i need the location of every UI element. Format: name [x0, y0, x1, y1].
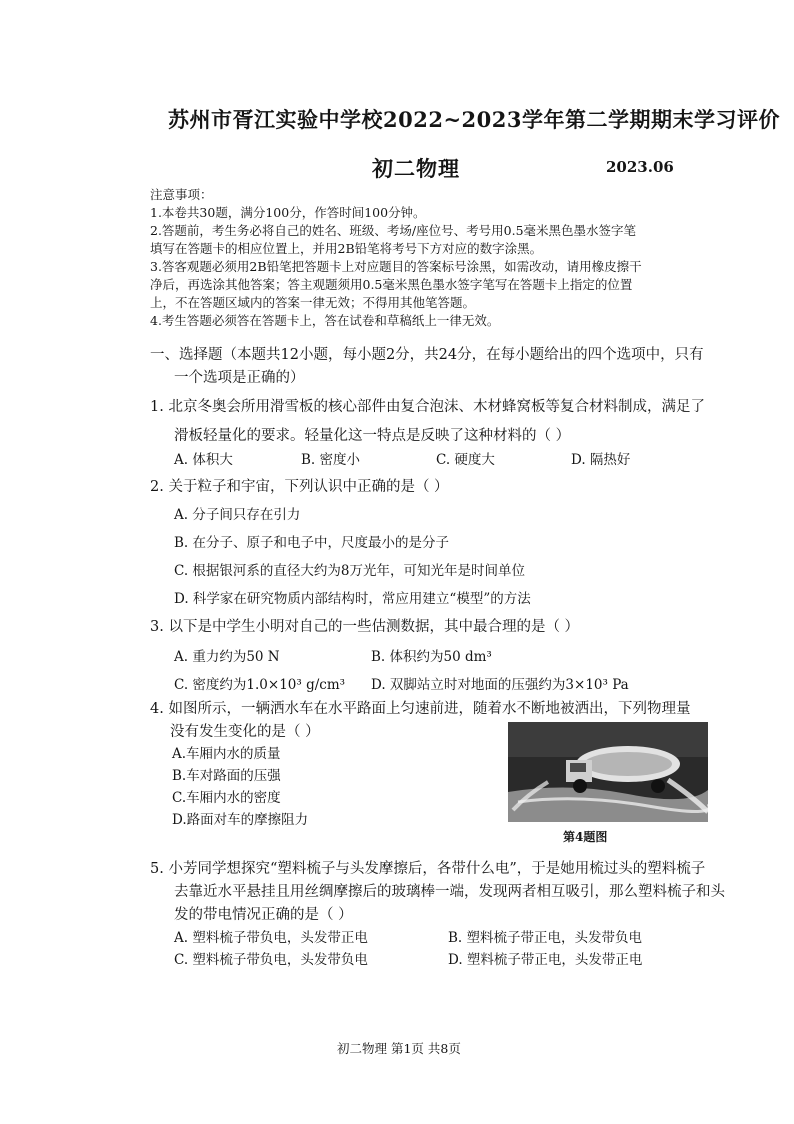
- question-3-option-a: A. 重力约为50 N: [174, 649, 280, 665]
- question-1-stem: 1. 北京冬奥会所用滑雪板的核心部件由复合泡沫、木材蜂窝板等复合材料制成，满足了: [150, 399, 705, 415]
- notice-line: 3.答客观题必须用2B铅笔把答题卡上对应题目的答案标号涂黑，如需改动，请用橡皮擦干: [150, 259, 642, 274]
- page-title: 苏州市胥江实验中学校2022~2023学年第二学期期末学习评价: [168, 107, 780, 132]
- question-4-stem: 4. 如图所示，一辆洒水车在水平路面上匀速前进，随着水不断地被洒出，下列物理量: [150, 701, 691, 717]
- question-5-stem-cont: 去靠近水平悬挂且用丝绸摩擦后的玻璃棒一端，发现两者相互吸引，那么塑料梳子和头: [174, 884, 725, 900]
- notice-heading: 注意事项：: [150, 187, 213, 202]
- notice-line: 上，不在答题区域内的答案一律无效；不得用其他笔答题。: [150, 295, 476, 310]
- notice-line: 1.本卷共30题，满分100分，作答时间100分钟。: [150, 205, 426, 220]
- notice-line: 填写在答题卡的相应位置上，并用2B铅笔将考号下方对应的数字涂黑。: [150, 241, 543, 256]
- question-5-option-d: D. 塑料梳子带正电，头发带正电: [448, 952, 643, 968]
- question-3-stem: 3. 以下是中学生小明对自己的一些估测数据，其中最合理的是（ ）: [150, 619, 580, 635]
- section-heading-cont: 一个选项是正确的）: [174, 370, 305, 386]
- question-4-option-a: A.车厢内水的质量: [172, 746, 281, 762]
- page-footer: 初二物理 第1页 共8页: [337, 1041, 461, 1056]
- question-5-option-b: B. 塑料梳子带正电，头发带负电: [448, 930, 643, 946]
- question-1-option-b: B. 密度小: [301, 452, 361, 468]
- section-heading: 一、选择题（本题共12小题，每小题2分，共24分，在每小题给出的四个选项中，只有: [150, 347, 704, 363]
- question-2-option-b: B. 在分子、原子和电子中，尺度最小的是分子: [174, 535, 450, 551]
- question-5-option-a: A. 塑料梳子带负电，头发带正电: [174, 930, 368, 946]
- sprinkler-truck-photo: [508, 722, 708, 822]
- truck-image: [508, 722, 708, 822]
- question-1-option-d: D. 隔热好: [571, 452, 631, 468]
- question-5-stem-cont: 发的带电情况正确的是（ ）: [174, 907, 353, 923]
- subject-title: 初二物理: [372, 156, 460, 181]
- question-1-stem-cont: 滑板轻量化的要求。轻量化这一特点是反映了这种材料的（ ）: [174, 428, 571, 444]
- exam-date: 2023.06: [606, 158, 674, 176]
- notice-line: 2.答题前，考生务必将自己的姓名、班级、考场/座位号、考号用0.5毫米黑色墨水签字笔: [150, 223, 637, 238]
- question-4-option-b: B.车对路面的压强: [172, 768, 281, 784]
- question-5-option-c: C. 塑料梳子带负电，头发带负电: [174, 952, 368, 968]
- question-5-stem: 5. 小芳同学想探究“塑料梳子与头发摩擦后，各带什么电”，于是她用梳过头的塑料梳子: [150, 861, 706, 877]
- figure-caption: 第4题图: [563, 830, 608, 844]
- question-2-option-d: D. 科学家在研究物质内部结构时，常应用建立“模型”的方法: [174, 591, 531, 607]
- question-2-option-a: A. 分子间只存在引力: [174, 507, 301, 523]
- question-4-option-d: D.路面对车的摩擦阻力: [172, 812, 309, 828]
- question-1-option-c: C. 硬度大: [436, 452, 495, 468]
- question-3-option-b: B. 体积约为50 dm³: [371, 649, 492, 665]
- question-4-option-c: C.车厢内水的密度: [172, 790, 281, 806]
- notice-line: 4.考生答题必须答在答题卡上，答在试卷和草稿纸上一律无效。: [150, 313, 500, 328]
- question-4-stem-cont: 没有发生变化的是（ ）: [170, 724, 320, 740]
- question-2-stem: 2. 关于粒子和宇宙，下列认识中正确的是（ ）: [150, 479, 449, 495]
- notice-line: 净后，再选涂其他答案；答主观题须用0.5毫米黑色墨水签字笔写在答题卡上指定的位置: [150, 277, 633, 292]
- question-3-option-d: D. 双脚站立时对地面的压强约为3×10³ Pa: [371, 677, 629, 693]
- question-3-option-c: C. 密度约为1.0×10³ g/cm³: [174, 677, 346, 693]
- question-1-option-a: A. 体积大: [174, 452, 233, 468]
- question-2-option-c: C. 根据银河系的直径大约为8万光年，可知光年是时间单位: [174, 563, 526, 579]
